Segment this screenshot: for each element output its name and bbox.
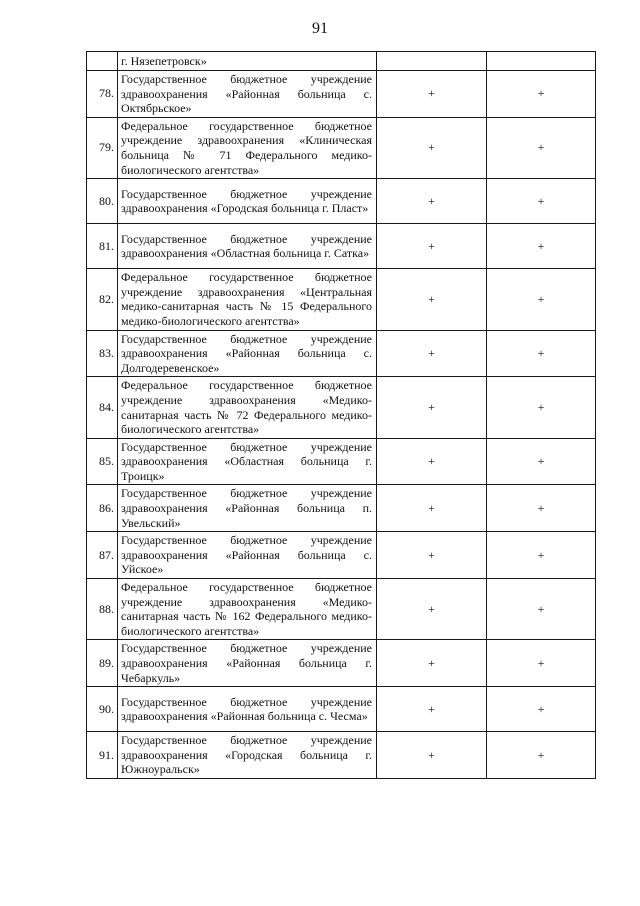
institution-name-cell: Государственное бюджетное учреждение здравоохранения «Областная больница г. Сатка» [118,224,377,269]
institution-name-cell: Государственное бюджетное учреждение здравоохранения «Областная больница г. Троицк» [118,438,377,485]
institution-name-cell: Государственное бюджетное учреждение здравоохранения «Районная больница п. Увельский» [118,485,377,532]
mark-cell-b: + [487,269,596,330]
mark-cell-b: + [487,330,596,377]
row-number-cell: 78. [87,71,118,118]
mark-cell-a: + [377,687,487,732]
table-row [87,269,596,330]
row-number-cell: 85. [87,438,118,485]
mark-cell-b: + [487,640,596,687]
mark-cell-a: + [377,330,487,377]
mark-cell-b [487,52,596,71]
mark-cell-b: + [487,179,596,224]
institution-name-cell: Федеральное государственное бюджетное учреждение здравоохранения «Медико-санитарная часть № 162 Федерального медико-биологического агентства» [118,579,377,640]
mark-cell-b: + [487,579,596,640]
institution-name-cell: Федеральное государственное бюджетное учреждение здравоохранения «Клиническая больница № 71 Федерального медико-биологического агентства» [118,117,377,178]
row-number-cell: 87. [87,532,118,579]
mark-cell-b: + [487,532,596,579]
institution-name-cell: Федеральное государственное бюджетное учреждение здравоохранения «Медико-санитарная часть № 72 Федерального медико-биологического агентства» [118,377,377,438]
mark-cell-a: + [377,224,487,269]
row-number-cell: 90. [87,687,118,732]
table-row [87,579,596,640]
institution-name-cell: Государственное бюджетное учреждение здравоохранения «Районная больница с. Уйское» [118,532,377,579]
mark-cell-a: + [377,579,487,640]
row-number-cell: 81. [87,224,118,269]
mark-cell-b: + [487,71,596,118]
institutions-table [86,51,596,779]
mark-cell-a: + [377,640,487,687]
mark-cell-a: + [377,532,487,579]
mark-cell-a: + [377,732,487,779]
row-number-cell: 83. [87,330,118,377]
mark-cell-a: + [377,377,487,438]
table-row [87,687,596,732]
mark-cell-b: + [487,377,596,438]
mark-cell-b: + [487,224,596,269]
table-row [87,532,596,579]
table-body [87,52,596,779]
page-number: 91 [312,20,328,37]
table-row [87,732,596,779]
mark-cell-b: + [487,438,596,485]
institution-name-cell: Федеральное государственное бюджетное учреждение здравоохранения «Центральная медико-санитарная часть № 15 Федерального медико-биологического агентства» [118,269,377,330]
mark-cell-a: + [377,179,487,224]
row-number-cell: 88. [87,579,118,640]
mark-cell-a: + [377,438,487,485]
table-row [87,179,596,224]
mark-cell-b: + [487,687,596,732]
mark-cell-a: + [377,71,487,118]
row-number-cell: 84. [87,377,118,438]
mark-cell-a [377,52,487,71]
row-number-cell [87,52,118,71]
row-number-cell: 91. [87,732,118,779]
institution-name-cell: г. Нязепетровск» [118,52,377,71]
institution-name-cell: Государственное бюджетное учреждение здравоохранения «Районная больница с. Чесма» [118,687,377,732]
institution-name-cell: Государственное бюджетное учреждение здравоохранения «Районная больница с. Октябрьское» [118,71,377,118]
institution-name-cell: Государственное бюджетное учреждение здравоохранения «Городская больница г. Южноуральск» [118,732,377,779]
row-number-cell: 82. [87,269,118,330]
mark-cell-a: + [377,269,487,330]
table-row [87,377,596,438]
row-number-cell: 80. [87,179,118,224]
mark-cell-b: + [487,485,596,532]
continuation-row [87,52,596,71]
institution-name-cell: Государственное бюджетное учреждение здравоохранения «Районная больница г. Чебаркуль» [118,640,377,687]
table-row [87,224,596,269]
row-number-cell: 86. [87,485,118,532]
row-number-cell: 89. [87,640,118,687]
table-row [87,71,596,118]
mark-cell-a: + [377,117,487,178]
institution-name-cell: Государственное бюджетное учреждение здравоохранения «Районная больница с. Долгодеревенское» [118,330,377,377]
table-row [87,330,596,377]
row-number-cell: 79. [87,117,118,178]
table-row [87,438,596,485]
institution-name-cell: Государственное бюджетное учреждение здравоохранения «Городская больница г. Пласт» [118,179,377,224]
table-row [87,485,596,532]
table-row [87,640,596,687]
mark-cell-b: + [487,117,596,178]
table-row [87,117,596,178]
mark-cell-b: + [487,732,596,779]
mark-cell-a: + [377,485,487,532]
